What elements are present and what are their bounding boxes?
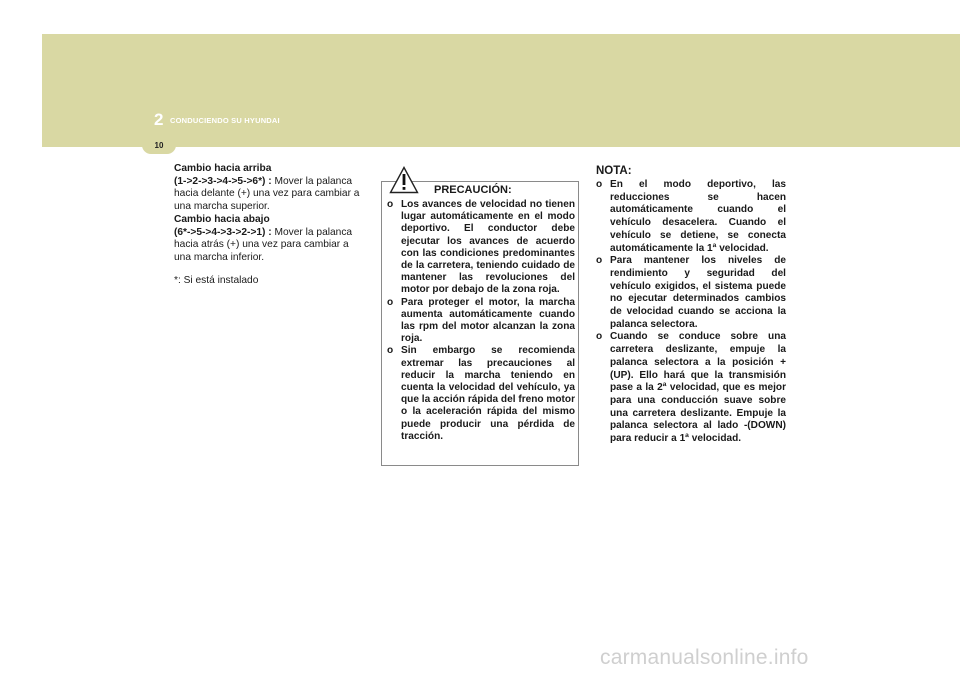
caution-item-text: Los avances de velocidad no tienen lugar automáticamente en el modo deportivo. El conductor debe ejecutar los avances de acuerdo con las condiciones predominantes de la carretera, teniendo cuidado de mantener las revoluciones del motor por debajo de la zona roja. bbox=[401, 199, 575, 296]
downshift-heading: Cambio hacia abajo bbox=[174, 213, 270, 225]
caution-title: PRECAUCIÓN: bbox=[434, 184, 512, 196]
caution-item bbox=[387, 345, 575, 443]
watermark[interactable]: carmanualsonline.info bbox=[600, 646, 809, 669]
nota-item-text: En el modo deportivo, las reducciones se hacen automáticamente cuando el vehículo desacelera. Cuando el vehículo se detiene, se conecta automáticamente la 1ª velocidad. bbox=[610, 179, 786, 254]
nota-item-text: Para mantener los niveles de rendimiento y seguridad del vehículo exigidos, el sistema puede no ejecutar determinados cambios de velocidad cuando se acciona la palanca selectora. bbox=[610, 255, 786, 330]
bullet: o bbox=[596, 331, 603, 343]
downshift-text: Mover la palanca hacia atrás (+) una vez para cambiar a una marcha inferior. bbox=[174, 226, 353, 263]
nota-title: NOTA: bbox=[596, 165, 632, 177]
page-number: 10 bbox=[154, 141, 164, 150]
warning-triangle-icon bbox=[389, 166, 419, 194]
nota-item-text: Cuando se conduce sobre una carretera deslizante, empuje la palanca selectora a la posición +(UP). Ello hará que la transmisión pase a la 2ª velocidad, que es mejor para una conducción suave sobre una carretera deslizante. Empuje la palanca selectora al lado -(DOWN) para reducir a 1ª velocidad. bbox=[610, 331, 786, 445]
nota-item bbox=[596, 331, 786, 445]
caution-item-text: Para proteger el motor, la marcha aumenta automáticamente cuando las rpm del motor alcanzan la zona roja. bbox=[401, 296, 575, 345]
bullet: o bbox=[596, 255, 603, 267]
upshift-text: Mover la palanca hacia delante (+) una vez para cambiar a una marcha superior. bbox=[174, 175, 360, 213]
upshift-paragraph bbox=[174, 176, 364, 214]
upshift-sequence: (1->2->3->4->5->6*) : bbox=[174, 175, 272, 187]
nota-item bbox=[596, 179, 786, 255]
caution-list bbox=[387, 199, 575, 443]
bullet: o bbox=[387, 345, 394, 357]
bullet: o bbox=[387, 296, 394, 308]
caution-item-text: Sin embargo se recomienda extremar las precauciones al reducir la marcha teniendo en cuenta la velocidad del vehículo, ya que la acción rápida del freno motor o la aceleración rápida del mismo puede producir una pérdida de tracción. bbox=[401, 345, 575, 442]
bullet: o bbox=[387, 199, 394, 210]
downshift-sequence: (6*->5->4->3->2->1) : bbox=[174, 226, 272, 238]
gear-shift-instructions bbox=[174, 163, 364, 287]
nota-item bbox=[596, 255, 786, 331]
caution-item bbox=[387, 199, 575, 297]
chapter-number: 2 bbox=[154, 110, 164, 129]
downshift-paragraph bbox=[174, 227, 364, 265]
upshift-heading: Cambio hacia arriba bbox=[174, 163, 272, 174]
bullet: o bbox=[596, 179, 603, 190]
nota-list bbox=[596, 179, 786, 446]
footnote: *: Si está instalado bbox=[174, 274, 259, 286]
header-band bbox=[42, 34, 960, 147]
caution-item bbox=[387, 297, 575, 346]
chapter-title: CONDUCIENDO SU HYUNDAI bbox=[170, 116, 280, 125]
